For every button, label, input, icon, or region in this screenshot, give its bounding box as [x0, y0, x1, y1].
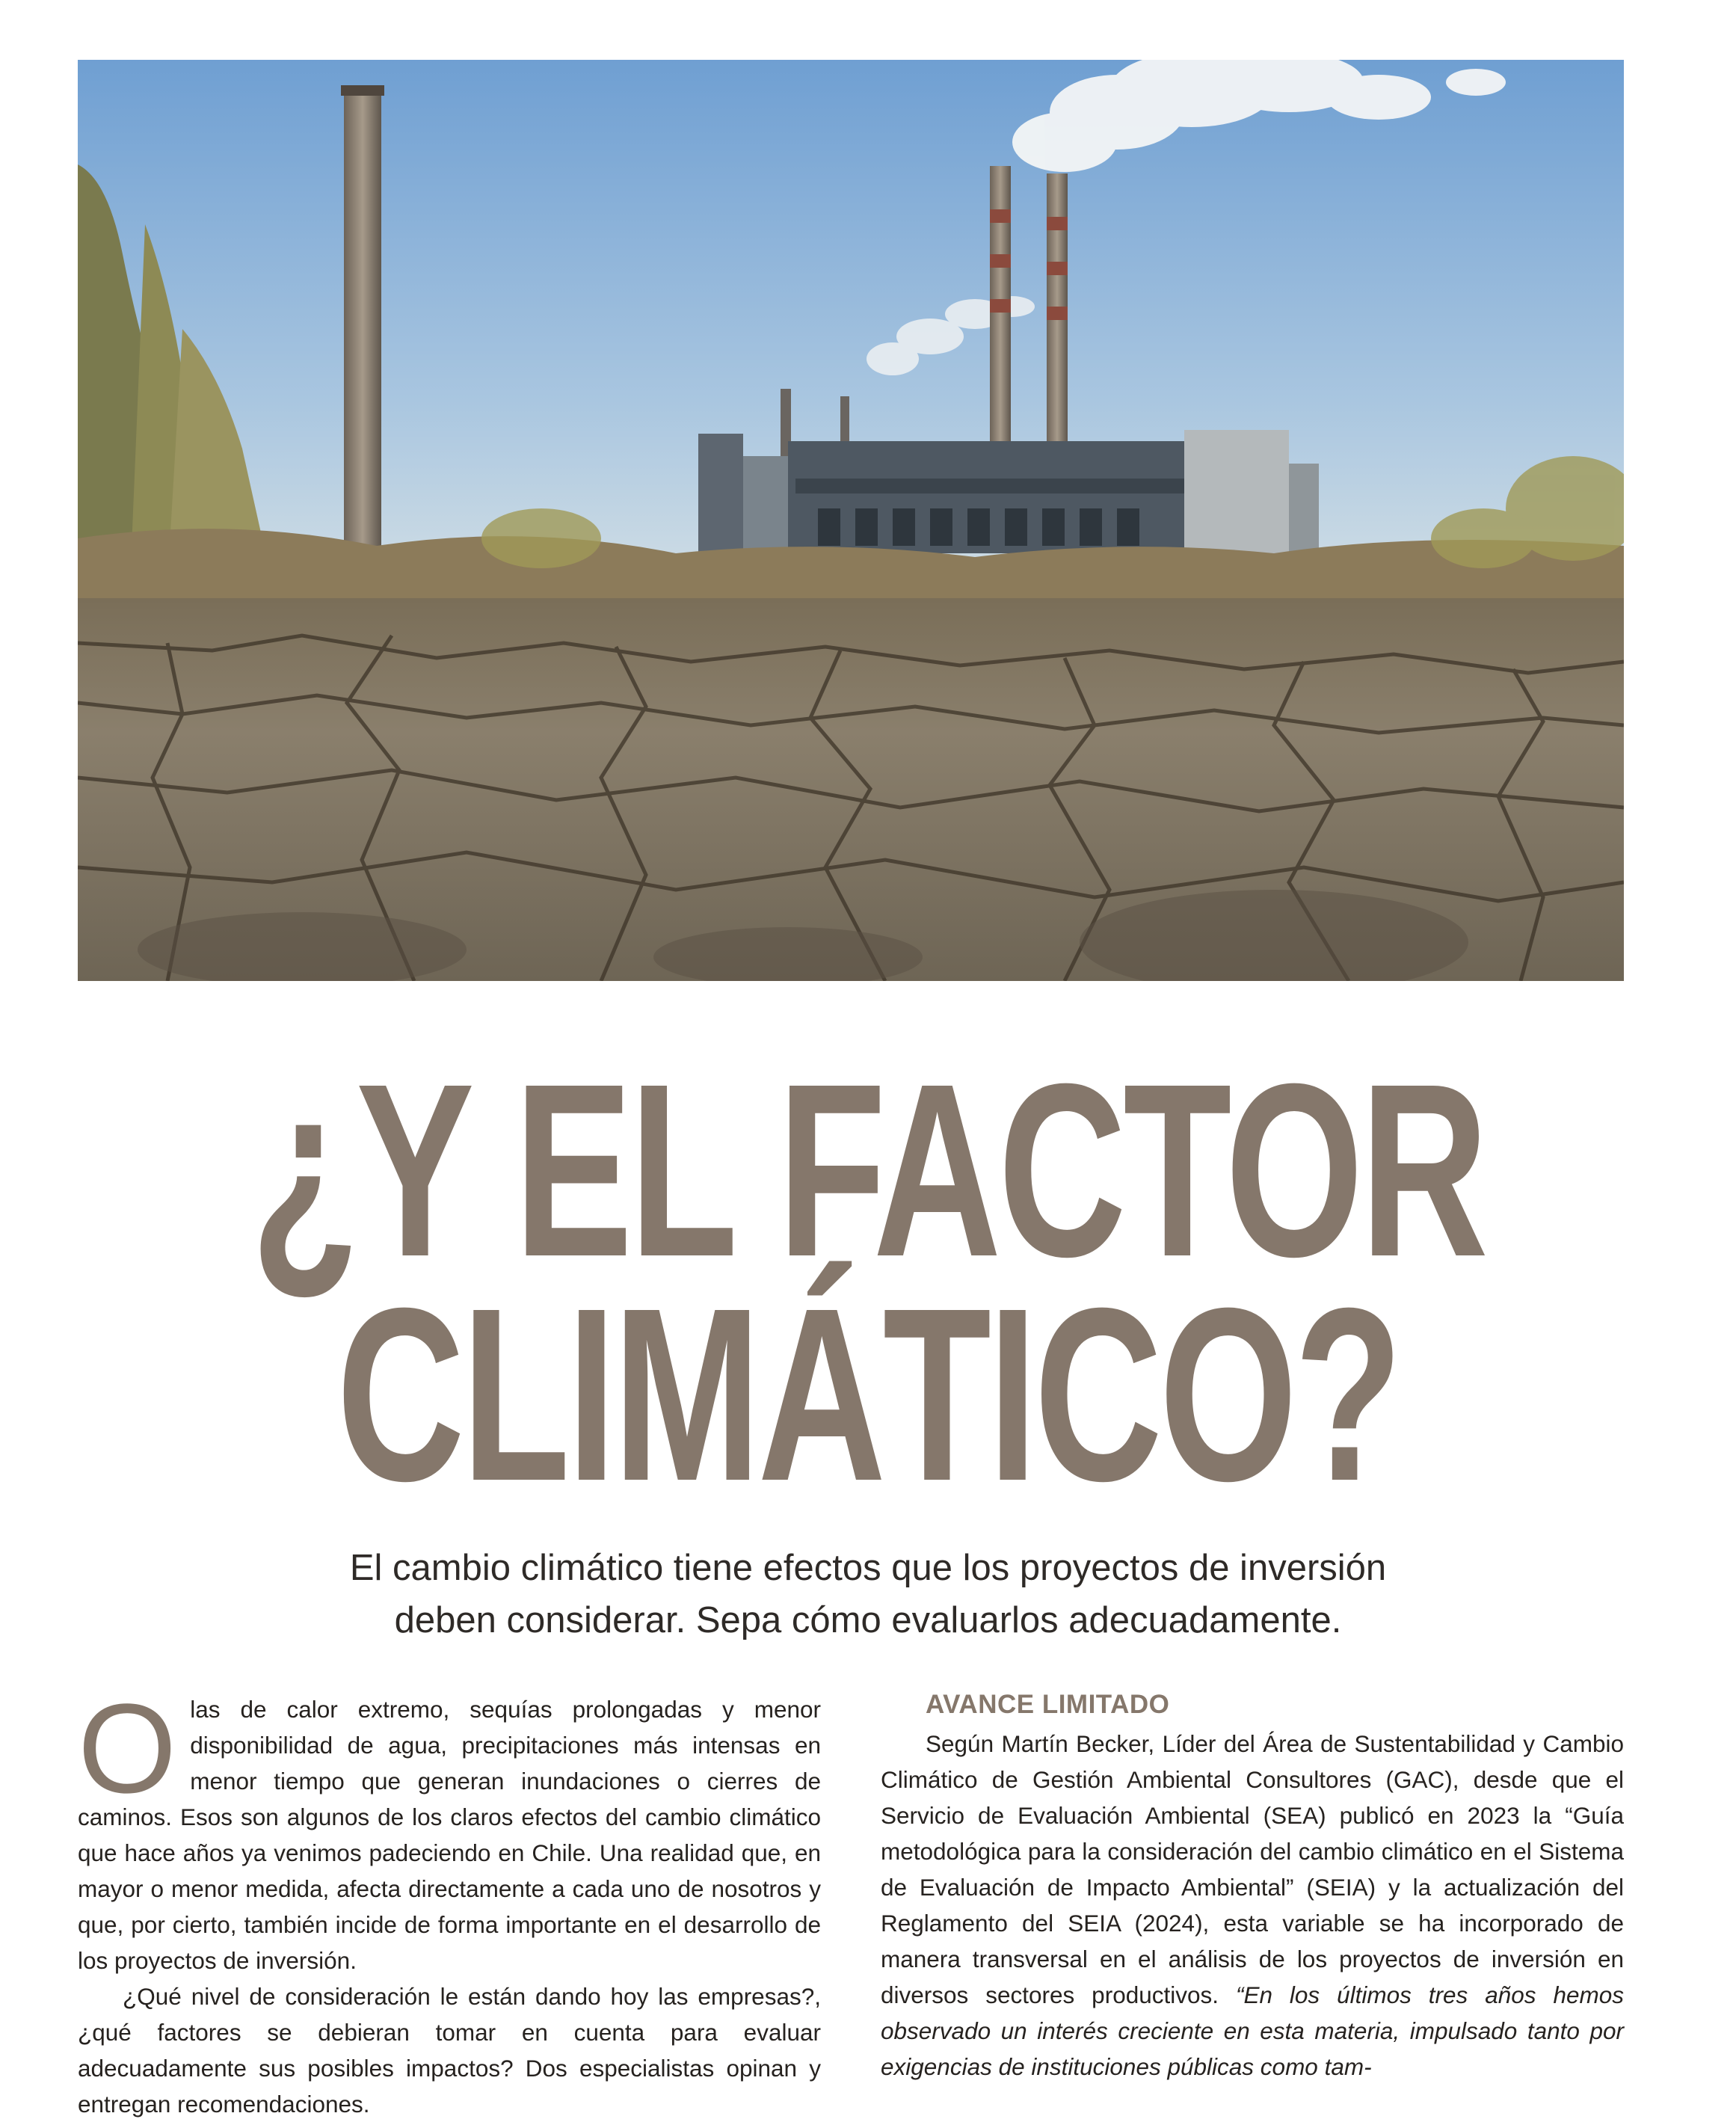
headline-line-2: CLIMÁTICO? [336, 1256, 1400, 1532]
body-paragraph-1-text: las de calor extremo, sequías prolongadas y menor disponibilidad de agua, precipitaciones más intensas en menor tiempo que generan inundaciones o cierres de caminos. Esos son algunos de los claros efectos del cambio climático que hace años ya venimos padeciendo en Chile. Una realidad que, en mayor o menor medida, afecta directamente a cada uno de nosotros y que, por cierto, también incide de forma importante en el desarrollo de los proyectos de inversión. [78, 1696, 821, 1974]
body-paragraph-1 [78, 1678, 821, 1978]
deck-subtitle [224, 1542, 1512, 1646]
body-paragraph-3-text: Según Martín Becker, Líder del Área de Sustentabilidad y Cambio Climático de Gestión Ambiental Consultores (GAC), desde que el Servicio de Evaluación Ambiental (SEA) publicó en 2023 la “Guía metodológica para la consideración del cambio climático en el Sistema de Evaluación de Impacto Ambiental” (SEIA) y la actualización del Reglamento del SEIA (2024), esta variable se ha incorporado de manera transversal en el análisis de los proyectos de inversión en diversos sectores productivos. [881, 1730, 1624, 2008]
factory-drought-photo-icon [78, 60, 1624, 981]
deck-line-2: deben considerar. Sepa cómo evaluarlos adecuadamente. [394, 1600, 1342, 1640]
drop-cap: O [78, 1678, 177, 1820]
body-paragraph-2: ¿Qué nivel de consideración le están dando hoy las empresas?, ¿qué factores se debieran tomar en cuenta para evaluar adecuadamente sus posibles impactos? Dos especialistas opinan y entregan recomendaciones. [78, 1983, 821, 2118]
pull-quote-text: “En los últimos tres años hemos observado un interés creciente en esta materia, impulsado tanto por exigencias de instituciones públicas como tam- [881, 1981, 1624, 2080]
deck-line-1: El cambio climático tiene efectos que los proyectos de inversión [349, 1548, 1387, 1588]
headline-line-1: ¿Y EL FACTOR [250, 1032, 1486, 1308]
body-paragraph-3 [881, 1726, 1624, 2085]
body-column-right [881, 1687, 1624, 2085]
body-column-left [78, 1678, 821, 2122]
hero-photo [78, 60, 1624, 981]
section-title: AVANCE LIMITADO [926, 1690, 1170, 1719]
